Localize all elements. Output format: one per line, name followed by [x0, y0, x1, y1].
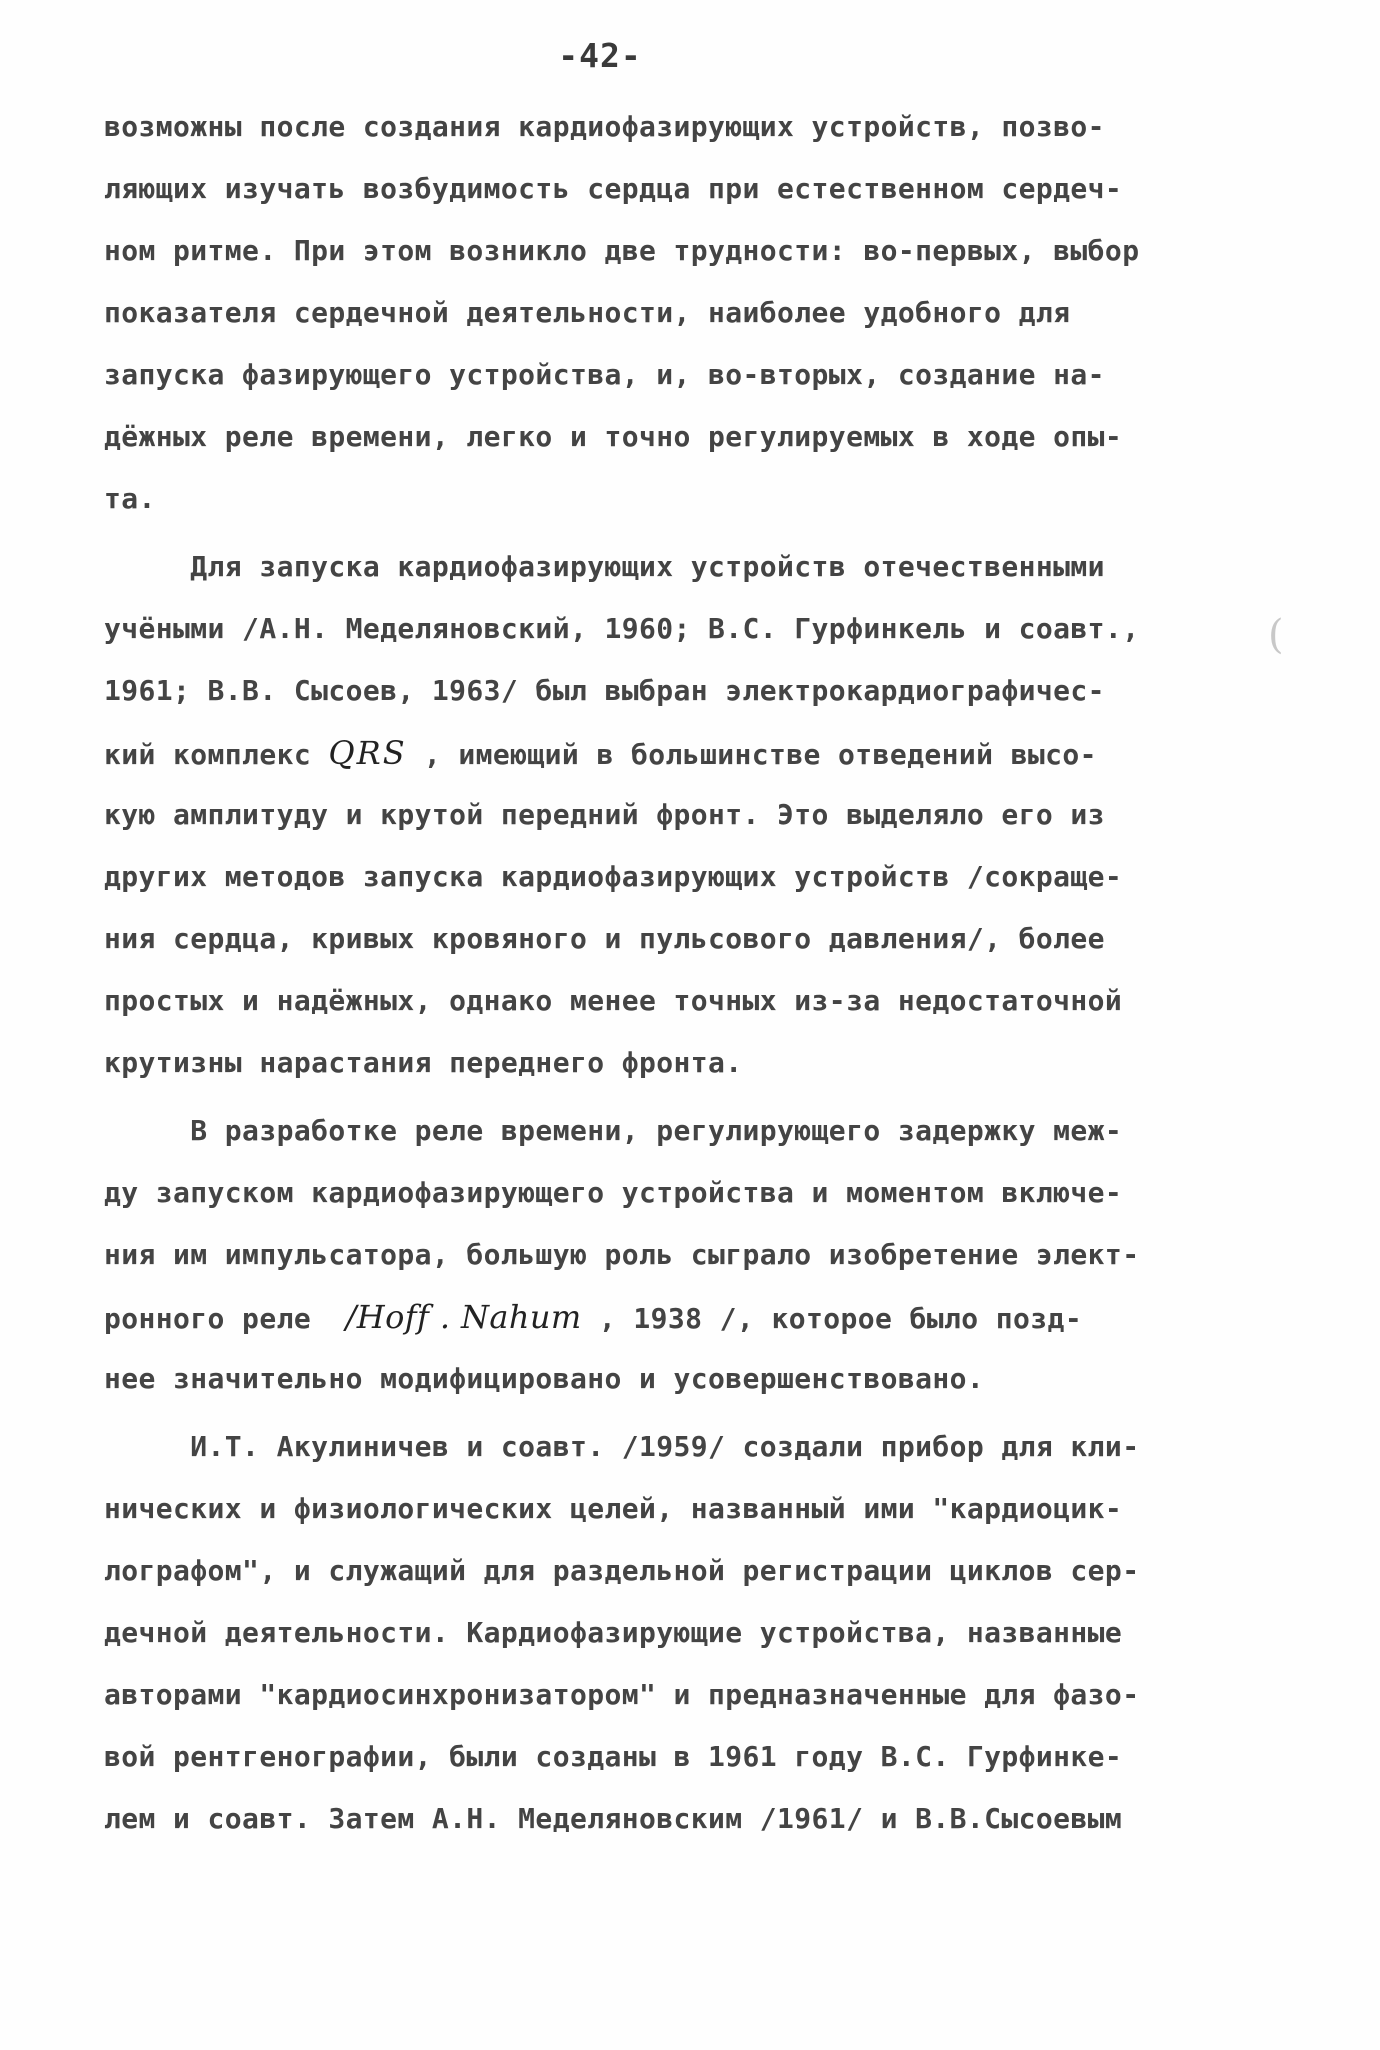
text-line: ном ритме. При этом возникло две трудности: во-первых, выбор — [104, 234, 1140, 267]
text-segment: ронного реле — [104, 1302, 346, 1335]
text-line: дечной деятельности. Кардиофазирующие устройства, названные — [104, 1616, 1123, 1649]
text-line: учёными /А.Н. Меделяновский, 1960; В.С. Гурфинкель и соавт., — [104, 612, 1140, 645]
text-segment: кий комплекс — [104, 738, 329, 771]
text-line: крутизны нарастания переднего фронта. — [104, 1046, 743, 1079]
text-line: ду запуском кардиофазирующего устройства и моментом включе- — [104, 1176, 1123, 1209]
text-line: лем и соавт. Затем А.Н. Меделяновским /1961/ и В.В.Сысоевым — [104, 1802, 1123, 1835]
text-line: вой рентгенографии, были созданы в 1961 году В.С. Гурфинке- — [104, 1740, 1123, 1773]
page-number: -42- — [558, 36, 642, 75]
text-line — [104, 1286, 1304, 1348]
text-segment: , 1938 /, которое было позд- — [581, 1302, 1083, 1335]
text-line: Для запуска кардиофазирующих устройств отечественными — [104, 550, 1105, 583]
text-line: кую амплитуду и крутой передний фронт. Это выделяло его из — [104, 798, 1105, 831]
handwritten-insert: /Hoff . Nahum — [345, 1298, 582, 1336]
text-line: нее значительно модифицировано и усовершенствовано. — [104, 1362, 985, 1395]
text-line: ния им импульсатора, большую роль сыграло изобретение элект- — [104, 1238, 1140, 1271]
paragraph — [104, 1416, 1304, 1850]
paragraph — [104, 536, 1304, 1094]
text-line: И.Т. Акулиничев и соавт. /1959/ создали прибор для кли- — [104, 1430, 1140, 1463]
text-line: ляющих изучать возбудимость сердца при естественном сердеч- — [104, 172, 1123, 205]
text-line: показателя сердечной деятельности, наиболее удобного для — [104, 296, 1071, 329]
text-line: дёжных реле времени, легко и точно регулируемых в ходе опы- — [104, 420, 1123, 453]
handwritten-insert: QRS — [328, 734, 407, 772]
paragraph — [104, 1100, 1304, 1410]
text-line: нических и физиологических целей, названный ими "кардиоцик- — [104, 1492, 1123, 1525]
text-line: других методов запуска кардиофазирующих устройств /сокраще- — [104, 860, 1123, 893]
text-line: лографом", и служащий для раздельной регистрации циклов сер- — [104, 1554, 1140, 1587]
text-line: 1961; В.В. Сысоев, 1963/ был выбран электрокардиографичес- — [104, 674, 1105, 707]
text-line: В разработке реле времени, регулирующего задержку меж- — [104, 1114, 1123, 1147]
text-line — [104, 722, 1304, 784]
text-line: та. — [104, 482, 156, 515]
text-line: возможны после создания кардиофазирующих устройств, позво- — [104, 110, 1105, 143]
margin-pencil-mark: ( — [1268, 612, 1284, 658]
text-line: ния сердца, кривых кровяного и пульсового давления/, более — [104, 922, 1105, 955]
text-line: простых и надёжных, однако менее точных из-за недостаточной — [104, 984, 1123, 1017]
body-text — [104, 96, 1304, 1850]
text-line: авторами "кардиосинхронизатором" и предназначенные для фазо- — [104, 1678, 1140, 1711]
text-segment: , имеющий в большинстве отведений высо- — [406, 738, 1097, 771]
paragraph — [104, 96, 1304, 530]
text-line: запуска фазирующего устройства, и, во-вторых, создание на- — [104, 358, 1105, 391]
